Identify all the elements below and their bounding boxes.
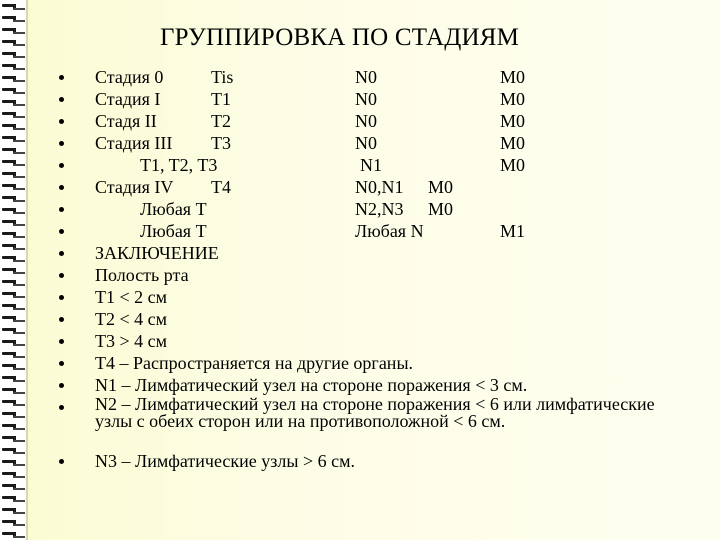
stage-t: T4 [211, 177, 231, 197]
binding-ring [2, 532, 24, 538]
stage-t: Любая T [140, 199, 207, 219]
binding-ring [2, 304, 24, 310]
stage-t: Любая T [140, 221, 207, 241]
binding-ring [2, 184, 24, 190]
binding-ring [2, 520, 24, 526]
site-label: Полость рта [95, 265, 189, 285]
binding-ring [2, 112, 24, 118]
definition-item: N3 – Лимфатические узлы > 6 см. [95, 451, 355, 471]
stage-m: M0 [500, 155, 526, 175]
bullet-dot [59, 75, 64, 80]
bullet-dot [59, 317, 64, 322]
binding-ring [2, 484, 24, 490]
stage-name: Стадя II [95, 111, 157, 131]
definition-item: N1 – Лимфатический узел на стороне поражения < 3 см. [95, 375, 528, 395]
bullet-dot [59, 295, 64, 300]
stage-n: N0 [355, 89, 377, 109]
bullet-dot [59, 251, 64, 256]
binding-ring [2, 448, 24, 454]
conclusion-heading: ЗАКЛЮЧЕНИЕ [95, 243, 219, 263]
binding-ring [2, 328, 24, 334]
definition-item: T3 > 4 см [95, 331, 168, 351]
bullet-dot [59, 207, 64, 212]
bullet-dot [59, 97, 64, 102]
stage-t: T1 [211, 89, 231, 109]
stage-m: M0 [428, 199, 454, 219]
stage-m: M0 [500, 89, 526, 109]
definition-item: T1 < 2 см [95, 287, 168, 307]
stage-n: N1 [360, 155, 382, 175]
definition-item: N2 – Лимфатический узел на стороне поражения < 6 или лимфатические узлы с обеих сторон или на противоположной < 6 см. [95, 394, 655, 431]
binding-ring [2, 376, 24, 382]
bullet-dot [59, 339, 64, 344]
binding-ring [2, 100, 24, 106]
binding-ring [2, 436, 24, 442]
binding-ring [2, 232, 24, 238]
binding-ring [2, 220, 24, 226]
binding-ring [2, 364, 24, 370]
binding-ring [2, 280, 24, 286]
binding-ring [2, 16, 24, 22]
stage-n: N0 [355, 133, 377, 153]
bullet-dot [59, 163, 64, 168]
binding-ring [2, 160, 24, 166]
binding-ring [2, 28, 24, 34]
stage-m: M0 [428, 177, 454, 197]
bullet-dot [59, 119, 64, 124]
definition-item: T4 – Распространяется на другие органы. [95, 353, 414, 373]
stage-t: T2 [211, 111, 231, 131]
bullet-dot [59, 361, 64, 366]
stage-name: Стадия I [95, 89, 161, 109]
stage-n: N2,N3 [355, 199, 404, 219]
binding-ring [2, 424, 24, 430]
bullet-column [55, 0, 63, 540]
stage-n: N0 [355, 67, 377, 87]
bullet-dot [59, 229, 64, 234]
stage-n: N0 [355, 111, 377, 131]
binding-ring [2, 256, 24, 262]
binding-ring [2, 496, 24, 502]
binding-edge [26, 0, 28, 540]
binding-ring [2, 124, 24, 130]
stage-m: M0 [500, 67, 526, 87]
binding-ring [2, 460, 24, 466]
binding-ring [2, 196, 24, 202]
binding-ring [2, 52, 24, 58]
stage-t: Tis [211, 67, 234, 87]
bullet-dot [59, 185, 64, 190]
binding-ring [2, 316, 24, 322]
binding-ring [2, 352, 24, 358]
binding-ring [2, 268, 24, 274]
binding-ring [2, 136, 24, 142]
binding-ring [2, 400, 24, 406]
binding-ring [2, 472, 24, 478]
binding-ring [2, 508, 24, 514]
binding-ring [2, 244, 24, 250]
binding-ring [2, 148, 24, 154]
binding-ring [2, 4, 24, 10]
binding-ring [2, 40, 24, 46]
stage-name: Стадия III [95, 133, 173, 153]
binding-ring [2, 388, 24, 394]
bullet-dot [59, 383, 64, 388]
stage-m: M1 [500, 221, 526, 241]
binding-ring [2, 340, 24, 346]
binding-ring [2, 76, 24, 82]
stage-name: Стадия IV [95, 177, 174, 197]
stage-n: Любая N [355, 221, 424, 241]
stage-m: M0 [500, 133, 526, 153]
stage-t: T3 [211, 133, 231, 153]
bullet-dot [59, 273, 64, 278]
binding-ring [2, 412, 24, 418]
stage-m: M0 [500, 111, 526, 131]
bullet-dot [59, 459, 64, 464]
slide-title: ГРУППИРОВКА ПО СТАДИЯМ [160, 24, 520, 51]
bullet-dot [59, 405, 64, 410]
bullet-dot [59, 141, 64, 146]
binding-ring [2, 88, 24, 94]
stage-n: N0,N1 [355, 177, 404, 197]
stage-t: T1, T2, T3 [140, 155, 218, 175]
binding-ring [2, 208, 24, 214]
definition-item: T2 < 4 см [95, 309, 168, 329]
binding-ring [2, 64, 24, 70]
binding-ring [2, 292, 24, 298]
binding-ring [2, 172, 24, 178]
stage-name: Стадия 0 [95, 67, 164, 87]
spiral-binding [0, 0, 26, 540]
